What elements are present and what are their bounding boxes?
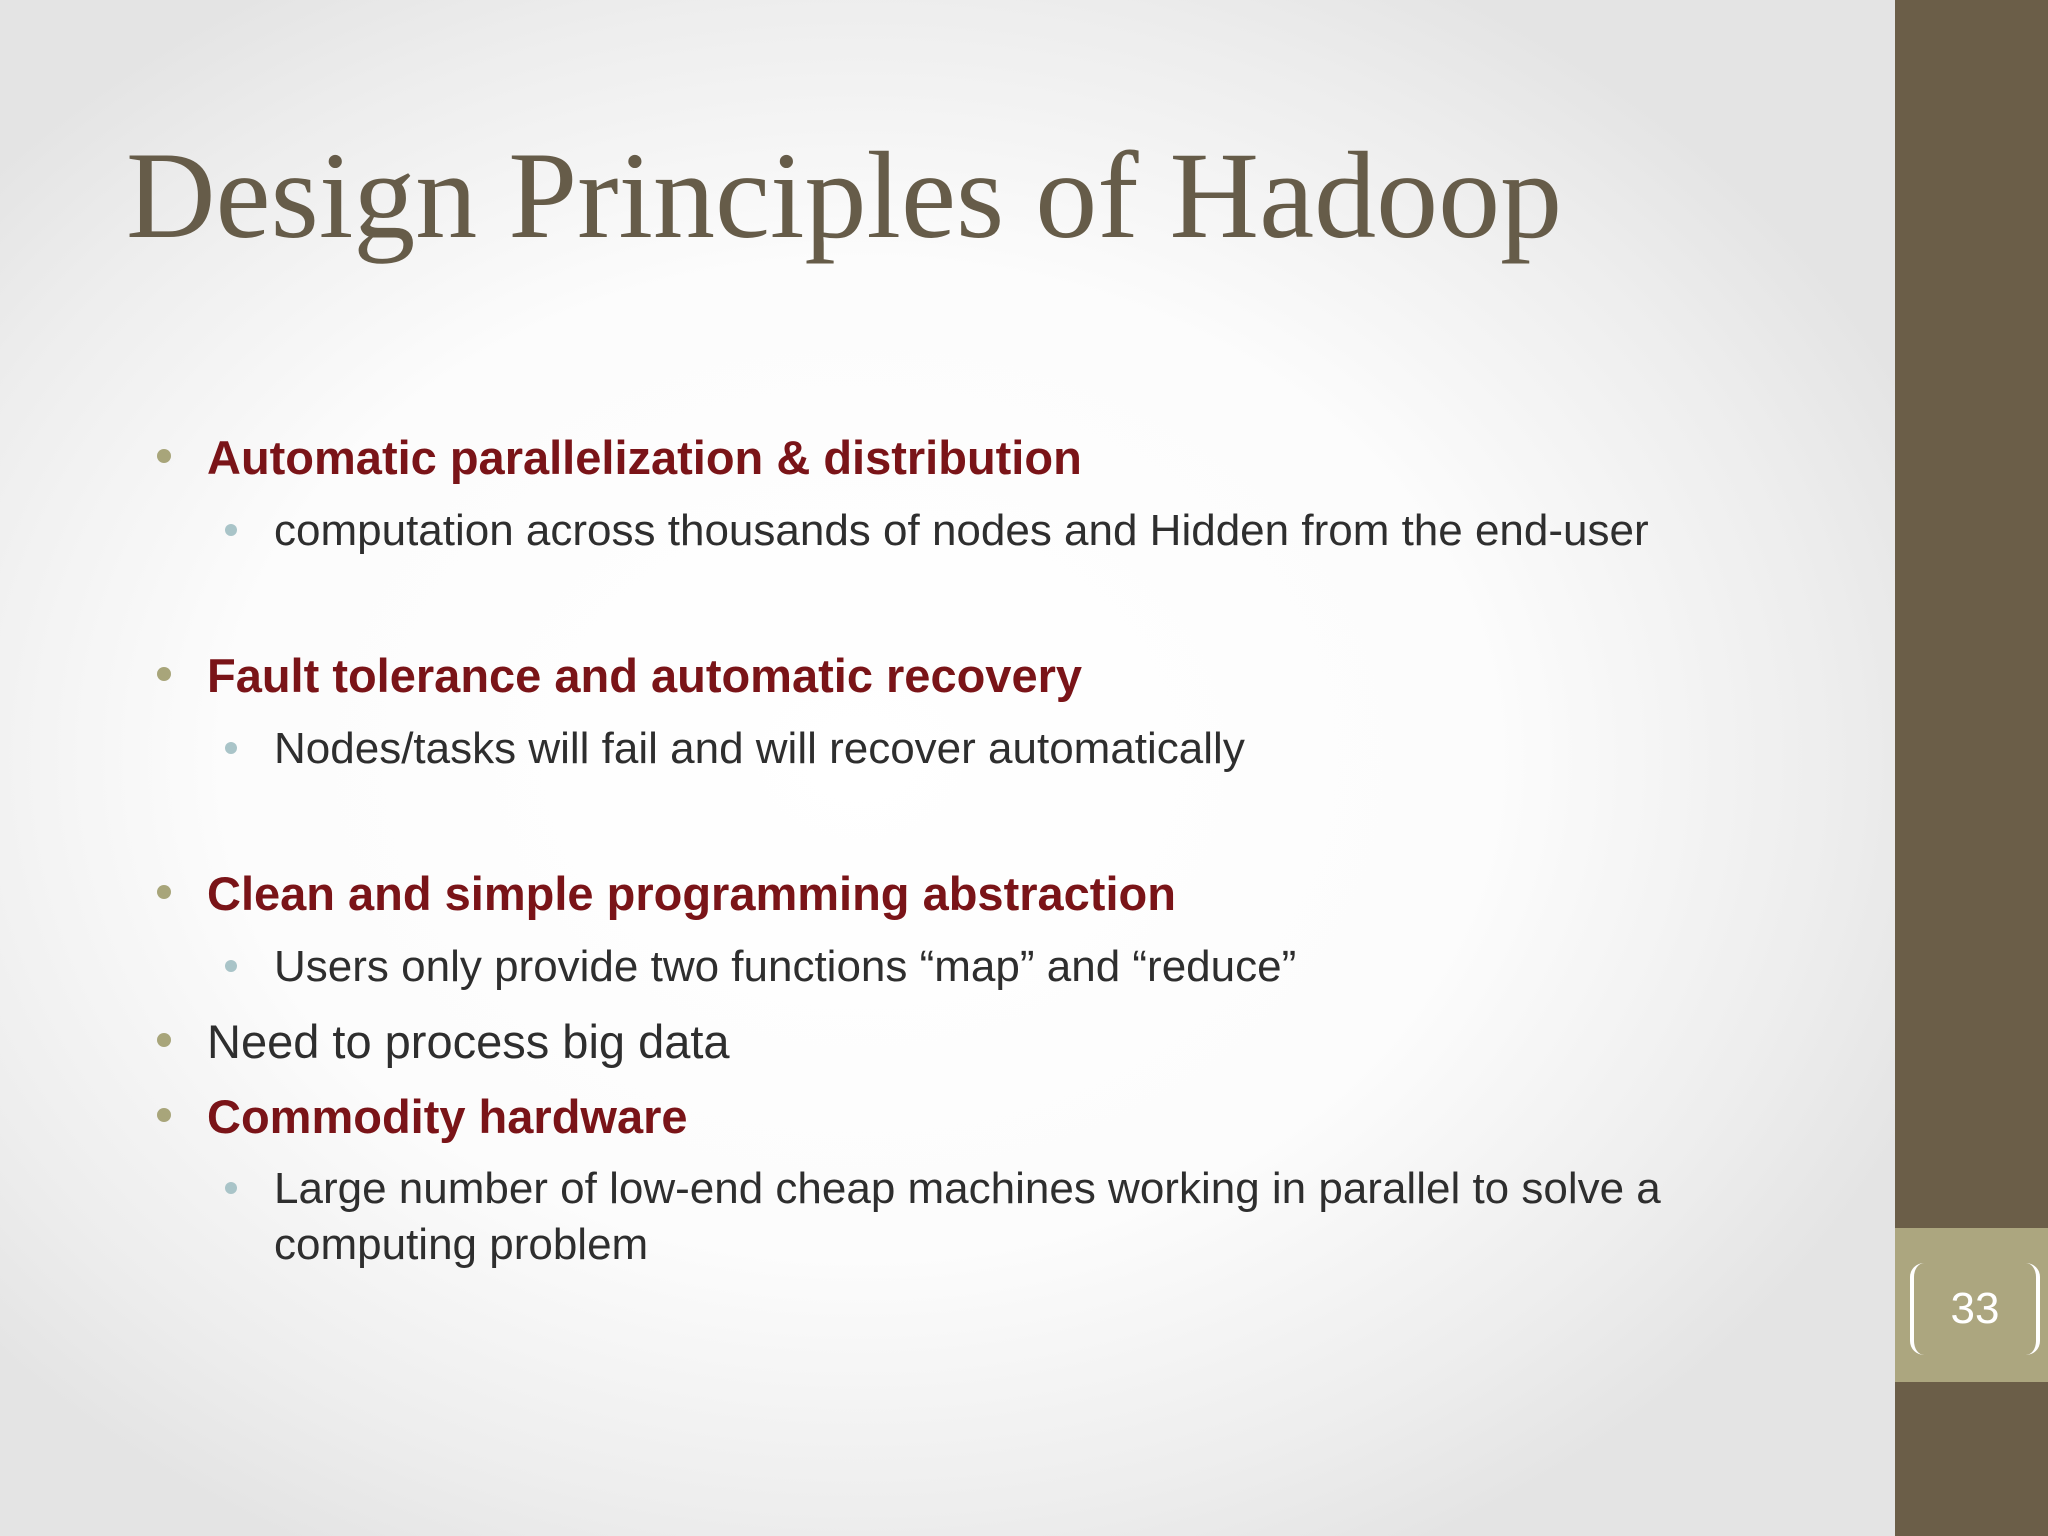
bullet-dot-icon [157,449,171,463]
sub-bullet-large-number-continued: computing problem [274,1220,649,1269]
sub-bullet-large-number: Large number of low-end cheap machines working in parallel to solve a [274,1164,1661,1213]
bullet-dot-icon [157,1108,171,1122]
sub-bullet-computation: computation across thousands of nodes and Hidden from the end-user [274,506,1649,555]
page-number: 33 [1950,1284,2000,1333]
slide-title: Design Principles of Hadoop [126,127,1563,264]
bullet-big-data: Need to process big data [207,1015,730,1068]
sub-bullet-nodes-tasks: Nodes/tasks will fail and will recover automatically [274,724,1245,773]
bullet-fault-tolerance: Fault tolerance and automatic recovery [207,649,1083,702]
bullet-dot-icon [157,1033,171,1047]
bullet-automatic-parallelization: Automatic parallelization & distribution [207,431,1082,484]
bullet-dot-icon [157,667,171,681]
sub-bullet-dot-icon [225,1182,237,1194]
bullet-clean-simple-abstraction: Clean and simple programming abstraction [207,867,1176,920]
bullet-dot-icon [157,885,171,899]
bullet-commodity-hardware: Commodity hardware [207,1090,688,1143]
sub-bullet-dot-icon [225,960,237,972]
sub-bullet-dot-icon [225,742,237,754]
sub-bullet-map-reduce: Users only provide two functions “map” and “reduce” [274,942,1297,991]
sub-bullet-dot-icon [225,524,237,536]
